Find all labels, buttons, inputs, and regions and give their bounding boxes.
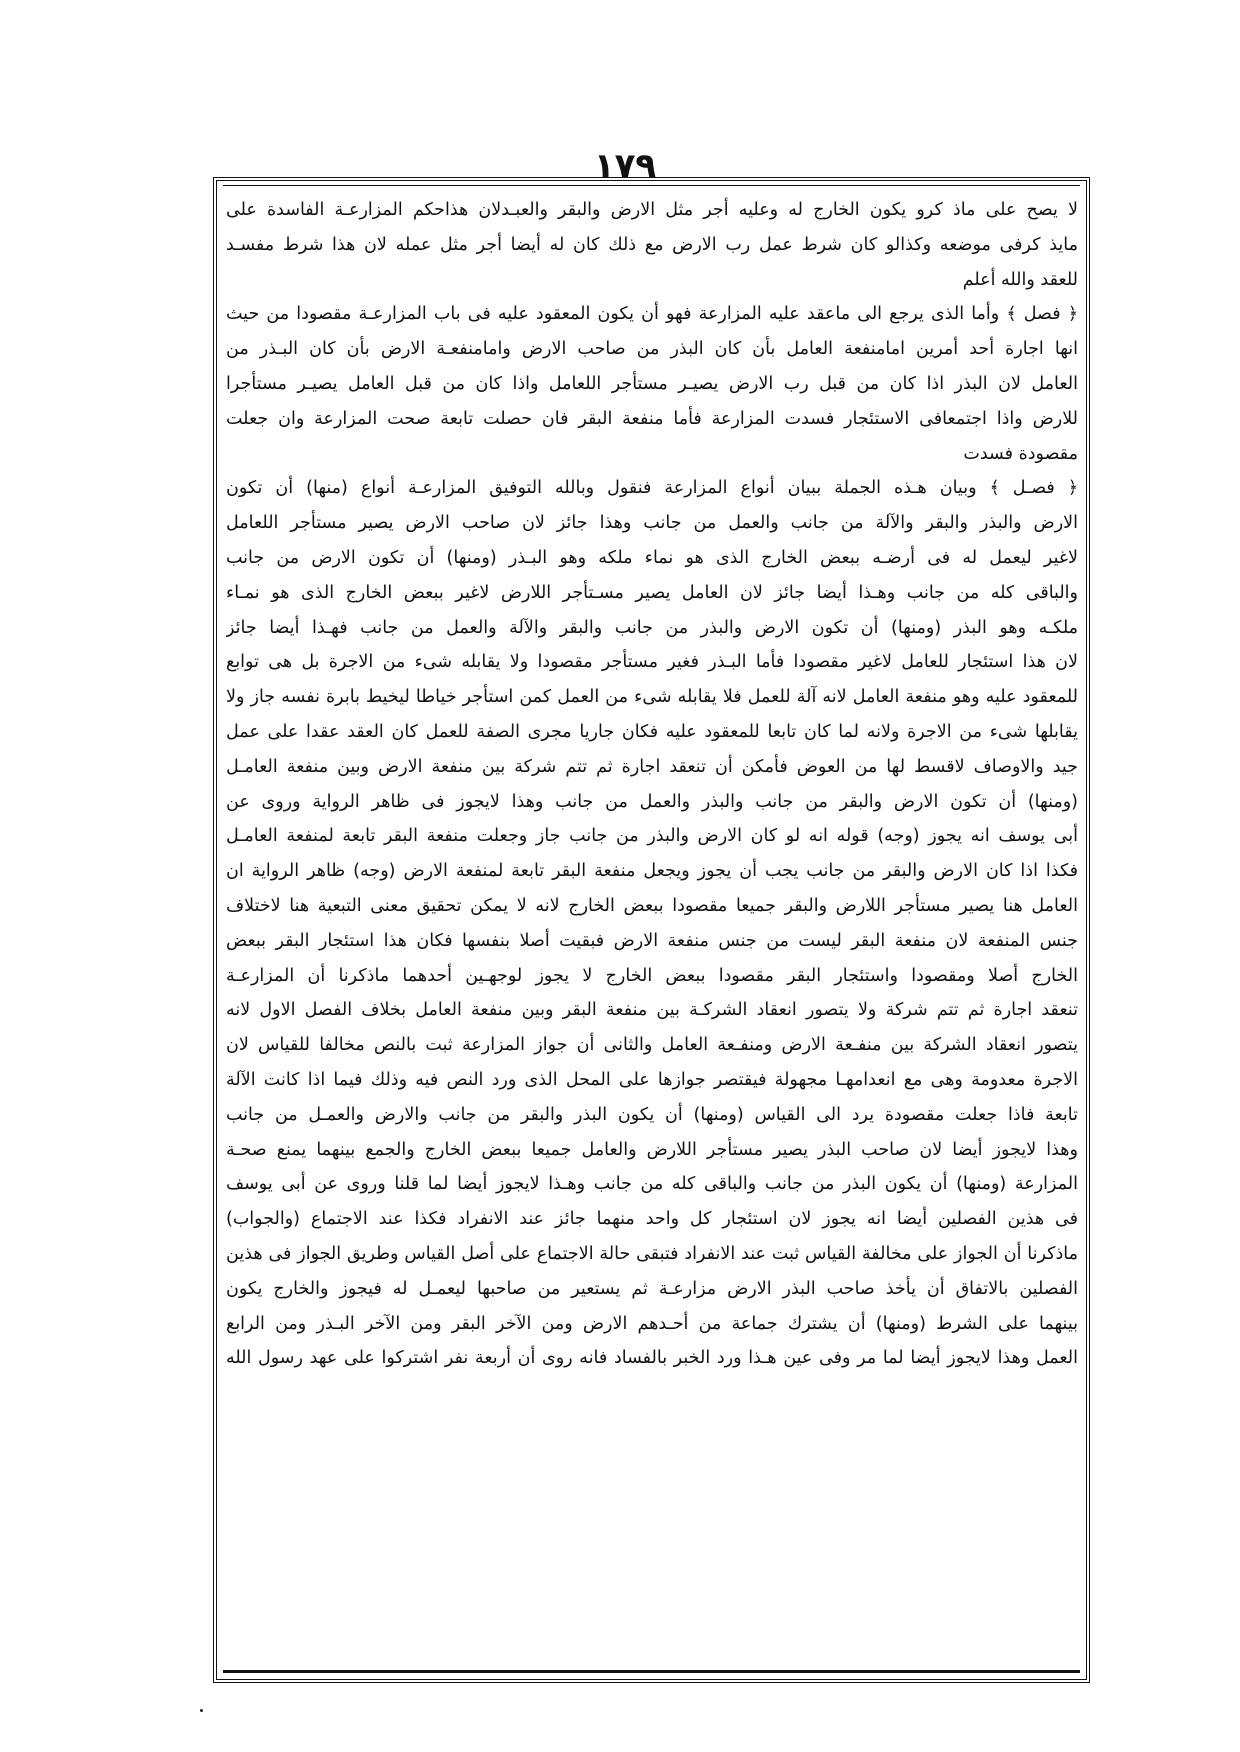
text-line: فى هذين الفصلين أيضا انه يجوز لان استئجار كل واحد منهما جائز عند الانفراد فكذا عند الاجتماع (والجواب) (226, 1209, 1078, 1230)
text-line: (ومنها) أن تكون الارض والبقر من جانب والبذر والعمل من جانب وهذا لايجوز فى ظاهر الرواية وروى عن (226, 791, 1078, 812)
text-line: بينهما على الشرط (ومنها) أن يشترك جماعة من أحـدهم الارض ومن الآخر البقر ومن الآخر البـذر ومن الرابع (226, 1313, 1078, 1334)
section-heading-line: ﴿ فصـل ﴾ وبيان هـذه الجملة ببيان أنواع المزارعة فنقول وبالله التوفيق المزارعـة أنواع (منها) أن تكون (226, 478, 1078, 499)
text-line: وهذا لايجوز أيضا لان صاحب البذر يصير مستأجر اللارض والعامل جميعا ببعض الخارج والجمع بينهما يمنع صحـة (226, 1139, 1078, 1160)
text-line: مقصودة فسدت (963, 443, 1078, 464)
text-line: لان هذا استئجار للعامل لاغير مقصودا فأما البـذر فغير مستأجر مقصودا ولا يقابله شىء من الاجرة بل هى توابع (226, 652, 1078, 673)
text-line: جنس المنفعة لان منفعة البقر ليست من جنس منفعة الارض فبقيت أصلا بنفسها فكان هذا استئجار البقر ببعض (226, 930, 1078, 951)
text-line: للارض واذا اجتمعافى الاستئجار فسدت المزارعة فأما منفعة البقر فان حصلت تابعة صحت المزارعة وان جعلت (226, 408, 1078, 429)
text-line: العمل وهذا لايجوز أيضا لما مر وفى عين هـذا ورد الخبر بالفساد فانه روى أن أربعة نفر اشتركوا على عهد رسول الله (226, 1348, 1078, 1369)
text-line: أبى يوسف انه يجوز (وجه) قوله انه لو كان الارض والبذر من جانب جاز وجعلت منفعة البقر تابعة لمنفعة العامـل (226, 826, 1078, 847)
body-text (226, 193, 1078, 1681)
text-line: العامل هنا يصير مستأجر اللارض والبقر جميعا مقصودا ببعض الخارج لانه لا يمكن تحقيق معنى التبعية هنا لاختلاف (226, 895, 1078, 916)
text-line: العامل لان البذر اذا كان من قبل رب الارض يصيـر مستأجر اللعامل واذا كان من قبل العامل يصيـر مستأجرا (226, 373, 1078, 394)
text-line: الاجرة معدومة وهى مع انعدامهـا مجهولة فيقتصر جوازها على المحل الذى ورد النص فيه وذلك فيما اذا كانت الآلة (226, 1069, 1078, 1090)
text-line: الفصلين بالاتفاق أن يأخذ صاحب البذر الارض مزارعـة ثم يستعير من صاحبها ليعمـل له فيجوز والخارج يكون (226, 1278, 1078, 1299)
text-line: تابعة فاذا جعلت مقصودة يرد الى القياس (ومنها) أن يكون البذر والبقر من جانب والارض والعمـل من جانب (226, 1104, 1078, 1125)
text-line: المزارعة (ومنها) أن يكون البذر من جانب والباقى كله من جانب وهـذا لايجوز أيضا لما قلنا وروى عن أبى يوسف (226, 1174, 1078, 1195)
scan-speck (200, 1709, 203, 1712)
text-line: والباقى كله من جانب وهـذا أيضا جائز لان العامل يصير مسـتأجر اللارض لاغير ببعض الخارج الذى هو نمـاء (226, 582, 1078, 603)
text-line: يتصور انعقاد الشركة بين منفـعة الارض ومنفـعة العامل والثانى أن جواز المزارعة ثبت بالنص مخالفا للقياس لان (226, 1035, 1078, 1056)
text-line: تنعقد اجارة ثم تتم شركة ولا يتصور انعقاد الشركـة بين منفعة البقر وبين منفعة العامل بخلاف الفصل الاول لانه (226, 1000, 1078, 1021)
text-line: ماذكرنا أن الجواز على مخالفة القياس ثبت عند الانفراد فتبقى حالة الاجتماع على أصل القياس وطريق الجواز فى هذين (226, 1243, 1078, 1264)
text-line: الارض والبذر والبقر والآلة من جانب والعمل من جانب وهذا جائز لان صاحب الارض يصير مستأجر اللعامل (226, 513, 1078, 534)
section-heading-line: ﴿ فصل ﴾ وأما الذى يرجع الى ماعقد عليه المزارعة فهو أن يكون المعقود عليه فى باب المزارعـة مقصودا من حيث (226, 304, 1078, 325)
text-line: للعقد والله أعلم (962, 269, 1078, 290)
page-number: ١٧٩ (593, 146, 657, 186)
text-line: يقابلها شىء من الاجرة ولانه لما كان تابعا للمعقود عليه فكان جاريا مجرى الصفة للعمل كان العقد عقدا على عمل (226, 721, 1078, 742)
text-line: فكذا اذا كان الارض والبقر من جانب يجب أن يجوز ويجعل منفعة البقر تابعة لمنفعة الارض (وجه) ظاهر الرواية ان (226, 861, 1078, 882)
text-line: لاغير ليعمل له فى أرضـه ببعض الخارج الذى هو نماء ملكه وهو البـذر (ومنها) أن تكون الارض من جانب (226, 547, 1078, 568)
text-line: ملكـه وهو البذر (ومنها) أن تكون الارض والبذر من جانب والبقر والآلة والعمل من جانب فهـذا أيضا جائز (226, 617, 1078, 638)
text-line: انها اجارة أحد أمرين امامنفعة العامل بأن كان البذر من صاحب الارض وامامنفعـة الارض بأن كان البـذر من (226, 339, 1078, 360)
text-line: الخارج أصلا ومقصودا واستئجار البقر مقصودا ببعض الخارج لا يجوز لوجهـين أحدهما ماذكرنا أن المزارعـة (226, 965, 1078, 986)
text-line: لا يصح على ماذ كرو يكون الخارج له وعليه أجر مثل الارض والبقر والعبـدلان هذاحكم المزارعـة الفاسدة على (226, 200, 1078, 220)
text-line: جيد والاوصاف لاقسط لها من العوض فأمكن أن تنعقد اجارة ثم تتم شركة بين منفعة الارض وبين منفعة العامـل (226, 756, 1078, 777)
text-line: مايذ كرفى موضعه وكذالو كان شرط عمل رب الارض مع ذلك كان له أيضا أجر مثل عمله لان هذا شرط مفسـد (226, 234, 1078, 255)
text-line: للمعقود عليه وهو منفعة العامل لانه آلة للعمل فلا يقابله شىء من العمل كمن استأجر خياطا ليخيط بابرة نفسه جاز ولا (226, 687, 1078, 708)
